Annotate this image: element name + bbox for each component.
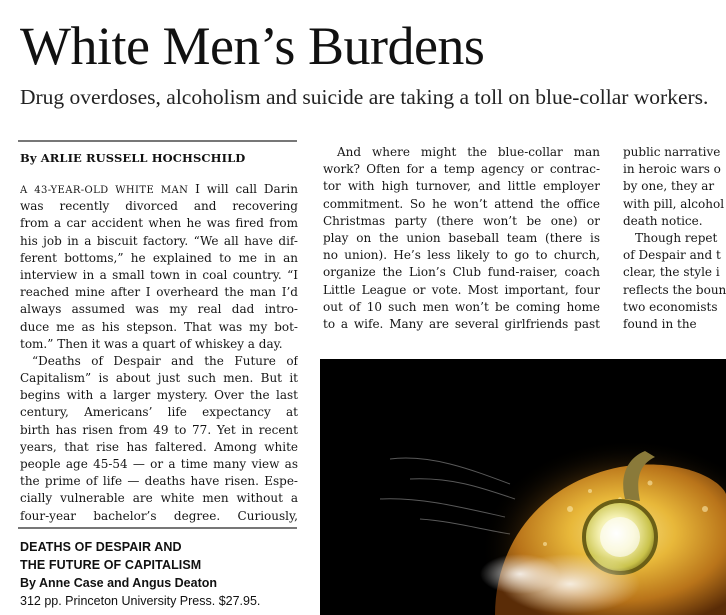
book-title-line-2: THE FUTURE OF CAPITALISM (20, 558, 202, 572)
body-line: by one, they ar (623, 179, 715, 194)
body-line: in heroic wars o (623, 162, 721, 177)
book-publication: 312 pp. Princeton University Press. $27.95. (20, 594, 261, 608)
body-line: to a wife. Many are several girlfriends past (323, 316, 600, 331)
body-line: reflects the boun (623, 282, 726, 297)
book-authors: By Anne Case and Angus Deaton (20, 576, 218, 590)
body-line: public narrative (623, 145, 721, 159)
byline: By ARLIE RUSSELL HOCHSCHILD (20, 151, 246, 165)
hard-hat-on-fire-icon (320, 359, 726, 615)
body-line: the prime of life — deaths have risen. Espe- (20, 474, 298, 489)
body-line: duce me as his stepson. That was my bot- (20, 319, 298, 334)
headlamp-lens (600, 517, 640, 557)
lead-smallcaps: A 43-YEAR-OLD WHITE MAN (20, 185, 189, 196)
paragraph-start-line: “Deaths of Despair and the Future of (32, 353, 298, 368)
paragraph-start-line: And where might the blue-collar man (337, 145, 600, 159)
book-info-rule (18, 527, 297, 529)
body-line: tor with high turnover, and little employer (323, 179, 600, 194)
smoke-cloud (480, 554, 560, 594)
paragraph-start-line: Though repet (635, 230, 718, 245)
hard-hat-on-fire-illustration (320, 359, 726, 615)
article-column-2 (323, 144, 600, 333)
headline: White Men’s Burdens (20, 16, 485, 76)
body-line: ferent bottoms,” he explained to me in an (20, 250, 298, 265)
book-info-box (20, 538, 300, 610)
body-line: from a car accident when he was fired from (20, 216, 298, 231)
article-column-1 (20, 181, 298, 525)
body-line: century, Americans’ life expectancy at (20, 405, 298, 420)
body-line: reached mine after I overheard the man I’d (20, 285, 298, 300)
body-line: of Despair and t (623, 248, 721, 263)
body-line: two economists (623, 299, 718, 314)
body-line: Little League or vote. Most important, four (323, 282, 600, 297)
body-line: Christmas party (there won’t be one) or (323, 213, 600, 228)
body-line: no union). He’s less likely to go to church, (323, 248, 600, 263)
body-line: found in the (623, 316, 697, 331)
lead-rest: I will call Darin (188, 182, 298, 196)
body-line: interview in a small town in coal country. “I (20, 267, 298, 282)
body-line: work? Often for a temp agency or contrac- (323, 162, 600, 177)
top-rule (18, 140, 297, 142)
body-line: years, that rise has faltered. Among white (20, 439, 298, 454)
body-line: people age 45-54 — or a time many view as (20, 457, 298, 471)
body-line: birth has risen from 49 to 77. Yet in recent (20, 422, 298, 437)
book-title-line-1: DEATHS OF DESPAIR AND (20, 540, 182, 554)
body-line: Capitalism” is about just such men. But it (20, 371, 298, 386)
body-line: cially vulnerable are white men without a (20, 491, 298, 506)
body-line: tom.” Then it was a quart of whiskey a day. (20, 336, 283, 351)
dek: Drug overdoses, alcoholism and suicide are taking a toll on blue-collar workers. (20, 85, 709, 109)
body-line: with pill, alcohol (623, 196, 725, 211)
body-line: commitment. So he won’t attend the office (323, 196, 600, 211)
body-line: death notice. (623, 213, 703, 228)
body-line: four-year bachelor’s degree. Curiously, (20, 508, 298, 523)
body-line: was recently divorced and recovering (20, 199, 298, 214)
body-line: begins with a larger mystery. Over the last (20, 388, 298, 403)
body-line: play on the union baseball team (there is (323, 230, 600, 245)
lead-line (20, 181, 298, 198)
article-column-3 (623, 144, 726, 333)
body-line: his job in a biscuit factory. “We all have dif- (20, 233, 298, 248)
body-line: organize the Lion’s Club fund-raiser, coach (323, 265, 600, 280)
body-line: out of 10 such men won’t be coming home (323, 299, 600, 314)
body-line: clear, the style i (623, 265, 720, 280)
body-line: always assumed was my real dad intro- (20, 302, 298, 317)
